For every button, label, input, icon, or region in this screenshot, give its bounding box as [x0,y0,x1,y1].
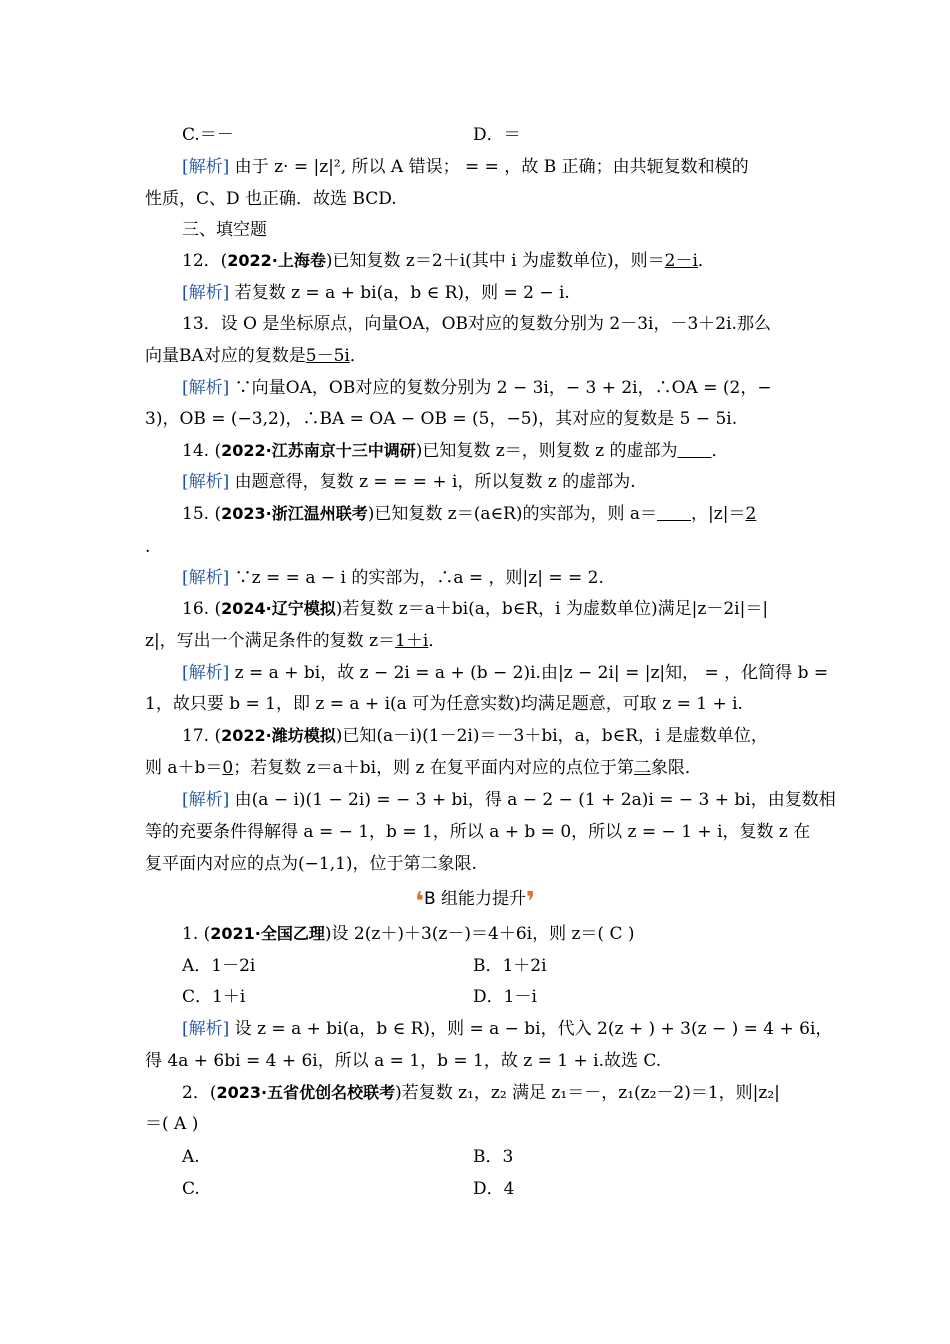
option-row [182,1146,810,1168]
question-16 [182,598,810,620]
analysis-text: z = a + bi，故 z − 2i = a + (b − 2)i.由|z − 2i| = |z|知， = ，化简得 b = [234,663,829,683]
q-text: )若复数 z₁，z₂ 满足 z₁＝－，z₁(z₂－2)＝1，则|z₂| [395,1083,780,1103]
source-label: 2021·全国乙理 [210,924,325,943]
option-row [182,1178,810,1200]
text-line: 性质，C、D 也正确．故选 BCD. [145,189,397,209]
analysis-text: 设 z = a + bi(a，b ∈ R)，则 = a − bi，代入 2(z + ) + 3(z − ) = 4 + 6i， [234,1019,833,1039]
q-number: 16. ( [182,599,222,619]
source-label: 2023·五省优创名校联考 [216,1083,396,1102]
analysis-line [182,789,836,811]
q-end: ． [697,251,715,271]
q-text: )已知复数 z＝2＋i(其中 i 为虚数单位)，则＝ [325,251,665,271]
q-text: ，|z|＝ [691,504,746,524]
analysis-tag: [解析] [182,568,230,588]
answer: 二 [633,758,651,778]
answer: 1＋i [395,631,429,651]
analysis-text: ∵z = = a − i 的实部为，∴a = ，则|z| = = 2. [234,568,604,588]
analysis-tag: [解析] [182,1019,230,1039]
question-b2 [182,1082,810,1104]
option-d: D．4 [473,1179,515,1199]
analysis-text: ∵向量OA，OB对应的复数分别为 2 − 3i，− 3 + 2i，∴OA = (2，− [234,378,772,398]
question-17 [182,725,810,747]
q-end: ． [349,346,367,366]
analysis-text: 由(a − i)(1 − 2i) = − 3 + bi，得 a − 2 − (1 + 2a)i = − 3 + bi，由复数相 [234,790,836,810]
section-b-title: B 组能力提升 [423,889,527,909]
q-text: )已知复数 z＝，则复数 z 的虚部为 [415,441,678,461]
option-row [182,986,810,1008]
q-number: 12．( [182,251,228,271]
analysis-tag: [解析] [182,157,230,177]
q-text: z|，写出一个满足条件的复数 z＝ [145,631,396,651]
analysis-tag: [解析] [182,472,230,492]
analysis-line [182,567,810,589]
q-end: ． [428,631,446,651]
question-13-cont [145,345,810,367]
option-row [182,124,810,146]
option-a: A．1－2i [182,956,256,976]
analysis-line [182,282,810,304]
answer-blank [657,504,691,524]
source-label: 2023·浙江温州联考 [221,504,368,523]
analysis-text: 由题意得，复数 z = = = + i，所以复数 z 的虚部为. [234,472,636,492]
analysis-line [182,1018,833,1040]
q-text: )设 2(z＋)＋3(z－)＝4＋6i，则 z＝( C ) [324,924,635,944]
section-title: 三、填空题 [182,220,267,240]
option-c: C. [182,1179,200,1199]
text-line: 得 4a + 6bi = 4 + 6i，所以 a = 1，b = 1，故 z = 1 + i.故选 C. [145,1051,662,1071]
q-text: 则 a＋b＝ [145,758,223,778]
option-b: B．3 [473,1147,514,1167]
source-label: 2022·上海卷 [227,251,326,270]
question-16-cont [145,630,810,652]
q-number: 17. ( [182,726,222,746]
open-quote-icon: ❛ [414,887,424,917]
analysis-line [182,662,829,684]
option-c: C．1＋i [182,987,246,1007]
q-end: ． [711,441,729,461]
q-number: 14. ( [182,441,222,461]
answer-blank [677,441,711,461]
option-row [182,955,810,977]
analysis-line [182,377,810,399]
question-17-cont [145,757,810,779]
analysis-text: 由于 z· = |z|², 所以 A 错误； = = ，故 B 正确；由共轭复数和模的 [234,157,749,177]
source-label: 2022·潍坊模拟 [221,726,336,745]
q-text: )已知复数 z＝(a∈R)的实部为，则 a＝ [367,504,658,524]
question-13: 13．设 O 是坐标原点，向量OA，OB对应的复数分别为 2－3i，－3＋2i.那么 [182,314,771,334]
option-b: B．1＋2i [473,956,547,976]
analysis-line [182,156,810,178]
analysis-tag: [解析] [182,378,230,398]
q-text: ；若复数 z＝a＋bi，则 z 在复平面内对应的点位于第 [233,758,634,778]
source-label: 2024·辽宁模拟 [221,599,336,618]
answer: 2 [745,504,757,524]
answer: 5－5i [305,346,350,366]
question-14 [182,440,810,462]
text-line: 1，故只要 b = 1，即 z = a + i(a 可为任意实数)均满足题意，可取 z = 1 + i. [145,694,743,714]
answer: 2－i [664,251,698,271]
option-d: D．＝ [473,125,521,145]
analysis-tag: [解析] [182,663,230,683]
question-b1 [182,923,810,945]
close-quote-icon: ❜ [526,887,536,917]
question-12 [182,250,810,272]
q-text: )已知(a－i)(1－2i)＝－3＋bi，a，b∈R，i 是虚数单位， [335,726,768,746]
analysis-tag: [解析] [182,790,230,810]
text-line: 复平面内对应的点为(−1,1)，位于第二象限. [145,854,477,874]
q-number: 15. ( [182,504,222,524]
question-15 [182,503,810,525]
answer: 0 [222,758,234,778]
q-text: )若复数 z＝a＋bi(a，b∈R，i 为虚数单位)满足|z－2i|＝| [335,599,769,619]
analysis-text: 若复数 z = a + bi(a，b ∈ R)，则 = 2 − i. [234,283,570,303]
q-text: 向量BA对应的复数是 [145,346,306,366]
source-label: 2022·江苏南京十三中调研 [221,441,416,460]
q-number: 1. ( [182,924,211,944]
text-line: 3)，OB = (−3,2)，∴BA = OA − OB = (5，−5)，其对应的复数是 5 − 5i. [145,409,738,429]
text-line: 等的充要条件得解得 a = − 1，b = 1，所以 a + b = 0，所以 z = − 1 + i，复数 z 在 [145,822,811,842]
option-a: A. [182,1147,200,1167]
q-end: 象限． [650,758,702,778]
text-line: . [145,537,151,557]
option-d: D．1－i [473,987,537,1007]
analysis-line [182,471,810,493]
option-c: C.＝－ [182,125,234,145]
section-b-heading [0,887,950,917]
q-number: 2．( [182,1083,217,1103]
analysis-tag: [解析] [182,283,230,303]
text-line: ＝( A ) [145,1114,199,1134]
